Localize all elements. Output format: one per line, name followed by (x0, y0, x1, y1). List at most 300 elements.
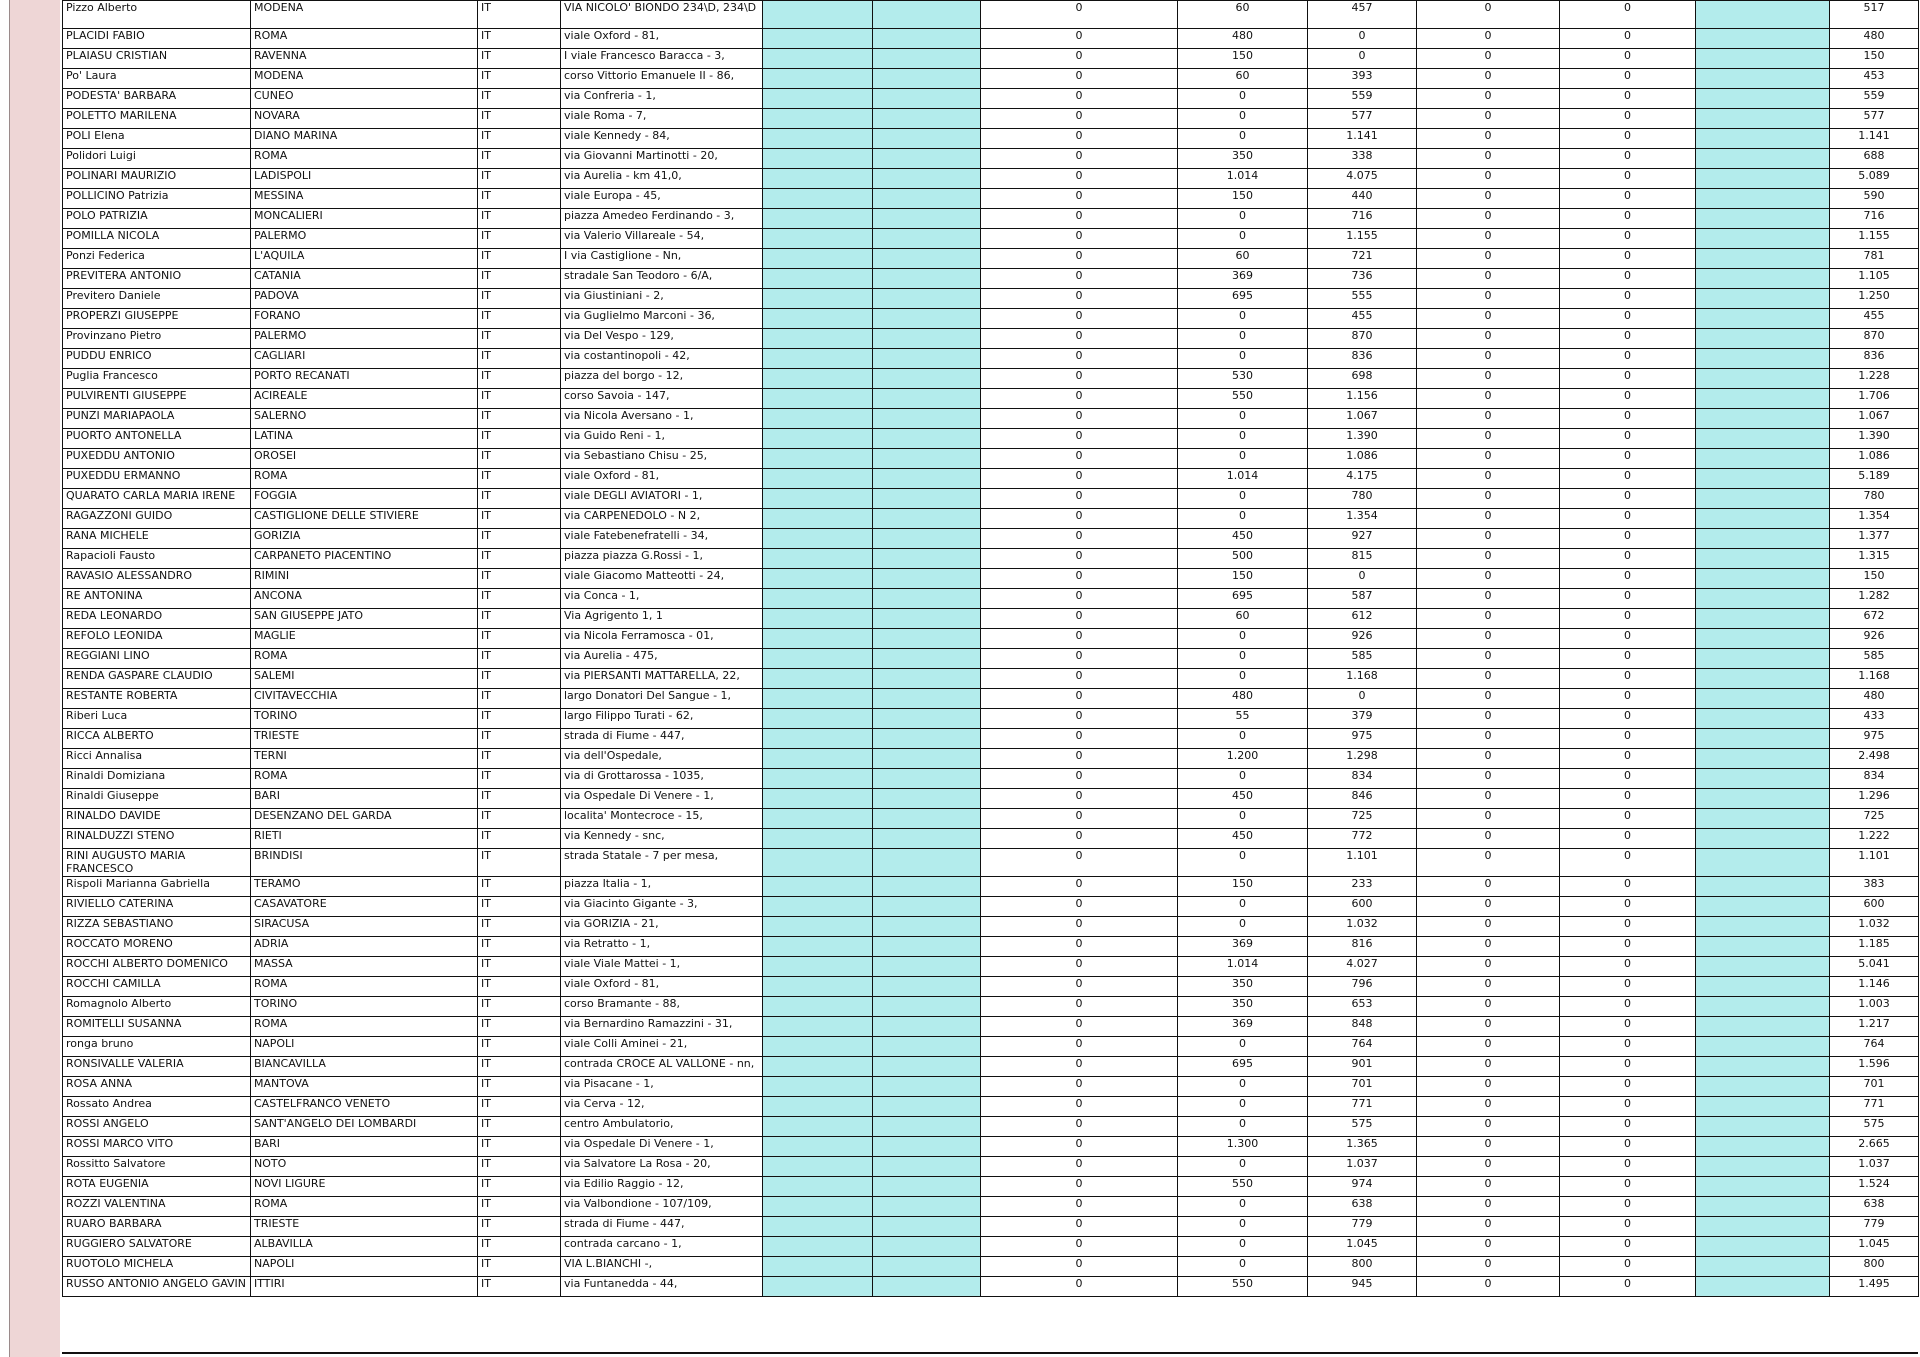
cell-value-1: 0 (981, 109, 1178, 129)
cell-total: 480 (1830, 29, 1919, 49)
cell-value-3: 4.075 (1308, 169, 1417, 189)
cell-total: 781 (1830, 249, 1919, 269)
cell-value-3: 974 (1308, 1177, 1417, 1197)
cell-address: via Pisacane - 1, (561, 1077, 763, 1097)
cell-highlight-a (763, 229, 873, 249)
cell-value-4: 0 (1417, 709, 1560, 729)
cell-address: via costantinopoli - 42, (561, 349, 763, 369)
cell-address: via GORIZIA - 21, (561, 917, 763, 937)
cell-address: via Ospedale Di Venere - 1, (561, 789, 763, 809)
cell-address: via Aurelia - 475, (561, 649, 763, 669)
cell-value-4: 0 (1417, 589, 1560, 609)
cell-address: stradale San Teodoro - 6/A, (561, 269, 763, 289)
cell-value-2: 0 (1178, 669, 1308, 689)
cell-city: NAPOLI (251, 1037, 478, 1057)
cell-value-4: 0 (1417, 877, 1560, 897)
cell-highlight-a (763, 849, 873, 877)
cell-address: viale Oxford - 81, (561, 29, 763, 49)
cell-highlight-b (873, 957, 981, 977)
table-row (63, 1277, 1919, 1297)
cell-total: 834 (1830, 769, 1919, 789)
cell-highlight-c (1696, 1137, 1830, 1157)
cell-value-1: 0 (981, 829, 1178, 849)
cell-value-2: 0 (1178, 129, 1308, 149)
cell-country: IT (478, 1257, 561, 1277)
cell-value-4: 0 (1417, 29, 1560, 49)
cell-value-5: 0 (1560, 1157, 1696, 1177)
cell-value-5: 0 (1560, 1217, 1696, 1237)
cell-value-4: 0 (1417, 349, 1560, 369)
cell-highlight-a (763, 1037, 873, 1057)
cell-address: via PIERSANTI MATTARELLA, 22, (561, 669, 763, 689)
cell-highlight-c (1696, 629, 1830, 649)
cell-country: IT (478, 1137, 561, 1157)
cell-value-4: 0 (1417, 329, 1560, 349)
cell-value-5: 0 (1560, 1017, 1696, 1037)
cell-value-2: 0 (1178, 1097, 1308, 1117)
cell-country: IT (478, 1157, 561, 1177)
cell-value-5: 0 (1560, 569, 1696, 589)
cell-value-1: 0 (981, 649, 1178, 669)
cell-address: largo Donatori Del Sangue - 1, (561, 689, 763, 709)
cell-total: 577 (1830, 109, 1919, 129)
cell-address: via Guido Reni - 1, (561, 429, 763, 449)
cell-value-5: 0 (1560, 937, 1696, 957)
cell-value-2: 0 (1178, 809, 1308, 829)
cell-country: IT (478, 69, 561, 89)
cell-country: IT (478, 669, 561, 689)
cell-value-5: 0 (1560, 449, 1696, 469)
cell-value-3: 600 (1308, 897, 1417, 917)
cell-total: 1.086 (1830, 449, 1919, 469)
cell-highlight-b (873, 1237, 981, 1257)
bottom-rule (62, 1352, 1918, 1354)
cell-country: IT (478, 609, 561, 629)
cell-city: MESSINA (251, 189, 478, 209)
cell-country: IT (478, 917, 561, 937)
cell-country: IT (478, 789, 561, 809)
cell-value-2: 480 (1178, 29, 1308, 49)
cell-country: IT (478, 129, 561, 149)
cell-value-2: 0 (1178, 349, 1308, 369)
cell-highlight-c (1696, 977, 1830, 997)
cell-value-1: 0 (981, 329, 1178, 349)
cell-value-3: 4.175 (1308, 469, 1417, 489)
cell-total: 780 (1830, 489, 1919, 509)
cell-highlight-c (1696, 229, 1830, 249)
cell-address: contrada CROCE AL VALLONE - nn, (561, 1057, 763, 1077)
table-row (63, 249, 1919, 269)
cell-value-2: 500 (1178, 549, 1308, 569)
cell-value-4: 0 (1417, 1197, 1560, 1217)
cell-name: Ponzi Federica (63, 249, 251, 269)
cell-country: IT (478, 957, 561, 977)
cell-address: piazza Italia - 1, (561, 877, 763, 897)
cell-total: 150 (1830, 569, 1919, 589)
cell-value-3: 870 (1308, 329, 1417, 349)
cell-value-2: 0 (1178, 629, 1308, 649)
cell-name: POLETTO MARILENA (63, 109, 251, 129)
cell-highlight-c (1696, 329, 1830, 349)
cell-value-3: 815 (1308, 549, 1417, 569)
cell-value-1: 0 (981, 937, 1178, 957)
cell-value-2: 150 (1178, 877, 1308, 897)
cell-city: FOGGIA (251, 489, 478, 509)
cell-value-3: 555 (1308, 289, 1417, 309)
table-row (63, 389, 1919, 409)
cell-value-3: 1.365 (1308, 1137, 1417, 1157)
cell-highlight-c (1696, 269, 1830, 289)
cell-city: SALEMI (251, 669, 478, 689)
cell-highlight-c (1696, 29, 1830, 49)
cell-highlight-a (763, 69, 873, 89)
table-row (63, 189, 1919, 209)
cell-address: via Valbondione - 107/109, (561, 1197, 763, 1217)
cell-highlight-b (873, 389, 981, 409)
table-row (63, 1137, 1919, 1157)
cell-value-2: 150 (1178, 569, 1308, 589)
cell-name: PULVIRENTI GIUSEPPE (63, 389, 251, 409)
cell-address: Via Agrigento 1, 1 (561, 609, 763, 629)
cell-value-2: 60 (1178, 609, 1308, 629)
cell-highlight-a (763, 589, 873, 609)
table-row (63, 449, 1919, 469)
cell-address: localita' Montecroce - 15, (561, 809, 763, 829)
cell-name: REFOLO LEONIDA (63, 629, 251, 649)
cell-city: RIETI (251, 829, 478, 849)
cell-highlight-a (763, 509, 873, 529)
cell-name: ROZZI VALENTINA (63, 1197, 251, 1217)
cell-highlight-b (873, 109, 981, 129)
cell-highlight-c (1696, 49, 1830, 69)
cell-value-5: 0 (1560, 249, 1696, 269)
table-row (63, 829, 1919, 849)
cell-city: TORINO (251, 709, 478, 729)
cell-total: 1.228 (1830, 369, 1919, 389)
cell-value-4: 0 (1417, 1137, 1560, 1157)
cell-total: 1.222 (1830, 829, 1919, 849)
cell-highlight-c (1696, 69, 1830, 89)
cell-city: RIMINI (251, 569, 478, 589)
cell-value-4: 0 (1417, 917, 1560, 937)
cell-highlight-b (873, 129, 981, 149)
cell-city: MONCALIERI (251, 209, 478, 229)
cell-total: 455 (1830, 309, 1919, 329)
cell-total: 1.706 (1830, 389, 1919, 409)
cell-value-1: 0 (981, 689, 1178, 709)
cell-total: 771 (1830, 1097, 1919, 1117)
cell-city: PALERMO (251, 329, 478, 349)
cell-value-4: 0 (1417, 149, 1560, 169)
cell-total: 800 (1830, 1257, 1919, 1277)
cell-value-2: 1.014 (1178, 169, 1308, 189)
cell-value-5: 0 (1560, 1077, 1696, 1097)
data-table (62, 0, 1919, 1297)
cell-value-2: 450 (1178, 789, 1308, 809)
cell-value-1: 0 (981, 917, 1178, 937)
cell-value-5: 0 (1560, 69, 1696, 89)
table-row (63, 709, 1919, 729)
table-row (63, 1037, 1919, 1057)
cell-value-3: 779 (1308, 1217, 1417, 1237)
cell-name: POLLICINO Patrizia (63, 189, 251, 209)
cell-value-4: 0 (1417, 897, 1560, 917)
cell-value-1: 0 (981, 349, 1178, 369)
table-row (63, 1257, 1919, 1277)
cell-value-4: 0 (1417, 129, 1560, 149)
cell-value-3: 0 (1308, 689, 1417, 709)
cell-highlight-c (1696, 669, 1830, 689)
cell-value-1: 0 (981, 589, 1178, 609)
cell-country: IT (478, 569, 561, 589)
cell-city: SANT'ANGELO DEI LOMBARDI (251, 1117, 478, 1137)
cell-value-5: 0 (1560, 49, 1696, 69)
cell-total: 764 (1830, 1037, 1919, 1057)
cell-value-1: 0 (981, 509, 1178, 529)
cell-value-1: 0 (981, 249, 1178, 269)
cell-value-4: 0 (1417, 169, 1560, 189)
cell-value-2: 0 (1178, 1237, 1308, 1257)
cell-city: CASTIGLIONE DELLE STIVIERE (251, 509, 478, 529)
cell-highlight-c (1696, 1037, 1830, 1057)
cell-city: NOVARA (251, 109, 478, 129)
cell-city: MASSA (251, 957, 478, 977)
cell-value-2: 0 (1178, 509, 1308, 529)
cell-highlight-c (1696, 1277, 1830, 1297)
cell-name: Provinzano Pietro (63, 329, 251, 349)
cell-name: RUGGIERO SALVATORE (63, 1237, 251, 1257)
cell-value-4: 0 (1417, 1157, 1560, 1177)
cell-value-2: 55 (1178, 709, 1308, 729)
cell-value-3: 1.168 (1308, 669, 1417, 689)
cell-value-5: 0 (1560, 369, 1696, 389)
cell-highlight-b (873, 689, 981, 709)
cell-total: 1.250 (1830, 289, 1919, 309)
cell-highlight-c (1696, 1097, 1830, 1117)
cell-address: via Sebastiano Chisu - 25, (561, 449, 763, 469)
cell-city: ANCONA (251, 589, 478, 609)
cell-name: PLAIASU CRISTIAN (63, 49, 251, 69)
cell-value-4: 0 (1417, 609, 1560, 629)
cell-value-4: 0 (1417, 529, 1560, 549)
cell-highlight-b (873, 169, 981, 189)
cell-highlight-c (1696, 589, 1830, 609)
cell-value-1: 0 (981, 1017, 1178, 1037)
cell-name: PREVITERA ANTONIO (63, 269, 251, 289)
cell-city: ROMA (251, 769, 478, 789)
cell-value-5: 0 (1560, 269, 1696, 289)
table-row (63, 369, 1919, 389)
table-row (63, 149, 1919, 169)
cell-value-3: 736 (1308, 269, 1417, 289)
cell-value-2: 150 (1178, 189, 1308, 209)
cell-highlight-c (1696, 169, 1830, 189)
cell-country: IT (478, 1, 561, 29)
cell-address: via Funtanedda - 44, (561, 1277, 763, 1297)
cell-address: VIA NICOLO' BIONDO 234\D, 234\D (561, 1, 763, 29)
cell-value-3: 796 (1308, 977, 1417, 997)
cell-country: IT (478, 829, 561, 849)
cell-value-3: 638 (1308, 1197, 1417, 1217)
cell-total: 1.282 (1830, 589, 1919, 609)
cell-city: CATANIA (251, 269, 478, 289)
cell-highlight-b (873, 429, 981, 449)
cell-name: ronga bruno (63, 1037, 251, 1057)
cell-value-4: 0 (1417, 997, 1560, 1017)
cell-value-2: 60 (1178, 69, 1308, 89)
cell-value-5: 0 (1560, 917, 1696, 937)
cell-value-3: 1.032 (1308, 917, 1417, 937)
cell-city: SALERNO (251, 409, 478, 429)
cell-value-3: 836 (1308, 349, 1417, 369)
cell-value-4: 0 (1417, 449, 1560, 469)
cell-country: IT (478, 709, 561, 729)
cell-highlight-b (873, 1157, 981, 1177)
cell-total: 638 (1830, 1197, 1919, 1217)
cell-city: MODENA (251, 1, 478, 29)
table-body (63, 1, 1919, 1297)
cell-highlight-b (873, 829, 981, 849)
cell-value-5: 0 (1560, 149, 1696, 169)
cell-value-5: 0 (1560, 689, 1696, 709)
cell-country: IT (478, 189, 561, 209)
cell-value-1: 0 (981, 49, 1178, 69)
cell-city: PALERMO (251, 229, 478, 249)
cell-country: IT (478, 369, 561, 389)
cell-address: corso Bramante - 88, (561, 997, 763, 1017)
table-row (63, 209, 1919, 229)
cell-value-3: 0 (1308, 29, 1417, 49)
cell-value-3: 725 (1308, 809, 1417, 829)
cell-value-1: 0 (981, 997, 1178, 1017)
table-row (63, 329, 1919, 349)
cell-name: ROSSI MARCO VITO (63, 1137, 251, 1157)
cell-highlight-b (873, 997, 981, 1017)
cell-highlight-c (1696, 849, 1830, 877)
cell-value-4: 0 (1417, 1077, 1560, 1097)
cell-country: IT (478, 1237, 561, 1257)
cell-value-1: 0 (981, 129, 1178, 149)
cell-value-1: 0 (981, 669, 1178, 689)
cell-highlight-c (1696, 769, 1830, 789)
cell-highlight-a (763, 1017, 873, 1037)
cell-value-1: 0 (981, 897, 1178, 917)
table-row (63, 309, 1919, 329)
cell-value-1: 0 (981, 29, 1178, 49)
cell-highlight-c (1696, 957, 1830, 977)
cell-value-5: 0 (1560, 1057, 1696, 1077)
cell-address: viale Giacomo Matteotti - 24, (561, 569, 763, 589)
cell-total: 1.296 (1830, 789, 1919, 809)
cell-highlight-c (1696, 789, 1830, 809)
table-row (63, 649, 1919, 669)
cell-total: 585 (1830, 649, 1919, 669)
cell-country: IT (478, 489, 561, 509)
cell-value-5: 0 (1560, 1097, 1696, 1117)
cell-value-4: 0 (1417, 1217, 1560, 1237)
cell-city: OROSEI (251, 449, 478, 469)
cell-city: LADISPOLI (251, 169, 478, 189)
table-row (63, 349, 1919, 369)
table-row (63, 109, 1919, 129)
cell-value-2: 0 (1178, 849, 1308, 877)
cell-address: via Ospedale Di Venere - 1, (561, 1137, 763, 1157)
cell-name: PUNZI MARIAPAOLA (63, 409, 251, 429)
cell-highlight-c (1696, 209, 1830, 229)
cell-total: 701 (1830, 1077, 1919, 1097)
cell-name: RINALDUZZI STENO (63, 829, 251, 849)
cell-value-3: 1.045 (1308, 1237, 1417, 1257)
cell-value-1: 0 (981, 169, 1178, 189)
cell-value-4: 0 (1417, 269, 1560, 289)
cell-address: via Giustiniani - 2, (561, 289, 763, 309)
cell-value-5: 0 (1560, 977, 1696, 997)
cell-country: IT (478, 49, 561, 69)
cell-highlight-b (873, 1017, 981, 1037)
cell-highlight-c (1696, 289, 1830, 309)
cell-highlight-a (763, 1257, 873, 1277)
cell-total: 1.105 (1830, 269, 1919, 289)
cell-address: via Giovanni Martinotti - 20, (561, 149, 763, 169)
cell-address: via Guglielmo Marconi - 36, (561, 309, 763, 329)
cell-value-2: 450 (1178, 529, 1308, 549)
cell-value-4: 0 (1417, 937, 1560, 957)
cell-value-4: 0 (1417, 429, 1560, 449)
cell-value-1: 0 (981, 69, 1178, 89)
cell-value-3: 1.155 (1308, 229, 1417, 249)
cell-highlight-c (1696, 409, 1830, 429)
cell-highlight-c (1696, 489, 1830, 509)
cell-total: 926 (1830, 629, 1919, 649)
cell-value-4: 0 (1417, 1277, 1560, 1297)
cell-country: IT (478, 997, 561, 1017)
cell-city: FORANO (251, 309, 478, 329)
cell-value-5: 0 (1560, 1117, 1696, 1137)
cell-highlight-b (873, 917, 981, 937)
cell-address: piazza del borgo - 12, (561, 369, 763, 389)
cell-total: 1.354 (1830, 509, 1919, 529)
cell-name: RINI AUGUSTO MARIA FRANCESCO (63, 849, 251, 877)
cell-highlight-c (1696, 609, 1830, 629)
cell-value-4: 0 (1417, 49, 1560, 69)
cell-value-1: 0 (981, 209, 1178, 229)
cell-country: IT (478, 1277, 561, 1297)
cell-value-1: 0 (981, 1057, 1178, 1077)
table-row (63, 229, 1919, 249)
cell-value-5: 0 (1560, 349, 1696, 369)
cell-highlight-a (763, 429, 873, 449)
cell-value-5: 0 (1560, 849, 1696, 877)
cell-city: ACIREALE (251, 389, 478, 409)
cell-value-3: 559 (1308, 89, 1417, 109)
cell-highlight-c (1696, 469, 1830, 489)
cell-highlight-b (873, 309, 981, 329)
cell-highlight-a (763, 669, 873, 689)
cell-value-1: 0 (981, 429, 1178, 449)
cell-city: BARI (251, 789, 478, 809)
table-row (63, 569, 1919, 589)
cell-highlight-a (763, 109, 873, 129)
cell-highlight-c (1696, 937, 1830, 957)
cell-address: via Nicola Aversano - 1, (561, 409, 763, 429)
cell-name: RAVASIO ALESSANDRO (63, 569, 251, 589)
cell-city: NOTO (251, 1157, 478, 1177)
cell-total: 1.037 (1830, 1157, 1919, 1177)
cell-value-4: 0 (1417, 229, 1560, 249)
cell-value-5: 0 (1560, 1277, 1696, 1297)
cell-value-1: 0 (981, 957, 1178, 977)
cell-value-1: 0 (981, 609, 1178, 629)
